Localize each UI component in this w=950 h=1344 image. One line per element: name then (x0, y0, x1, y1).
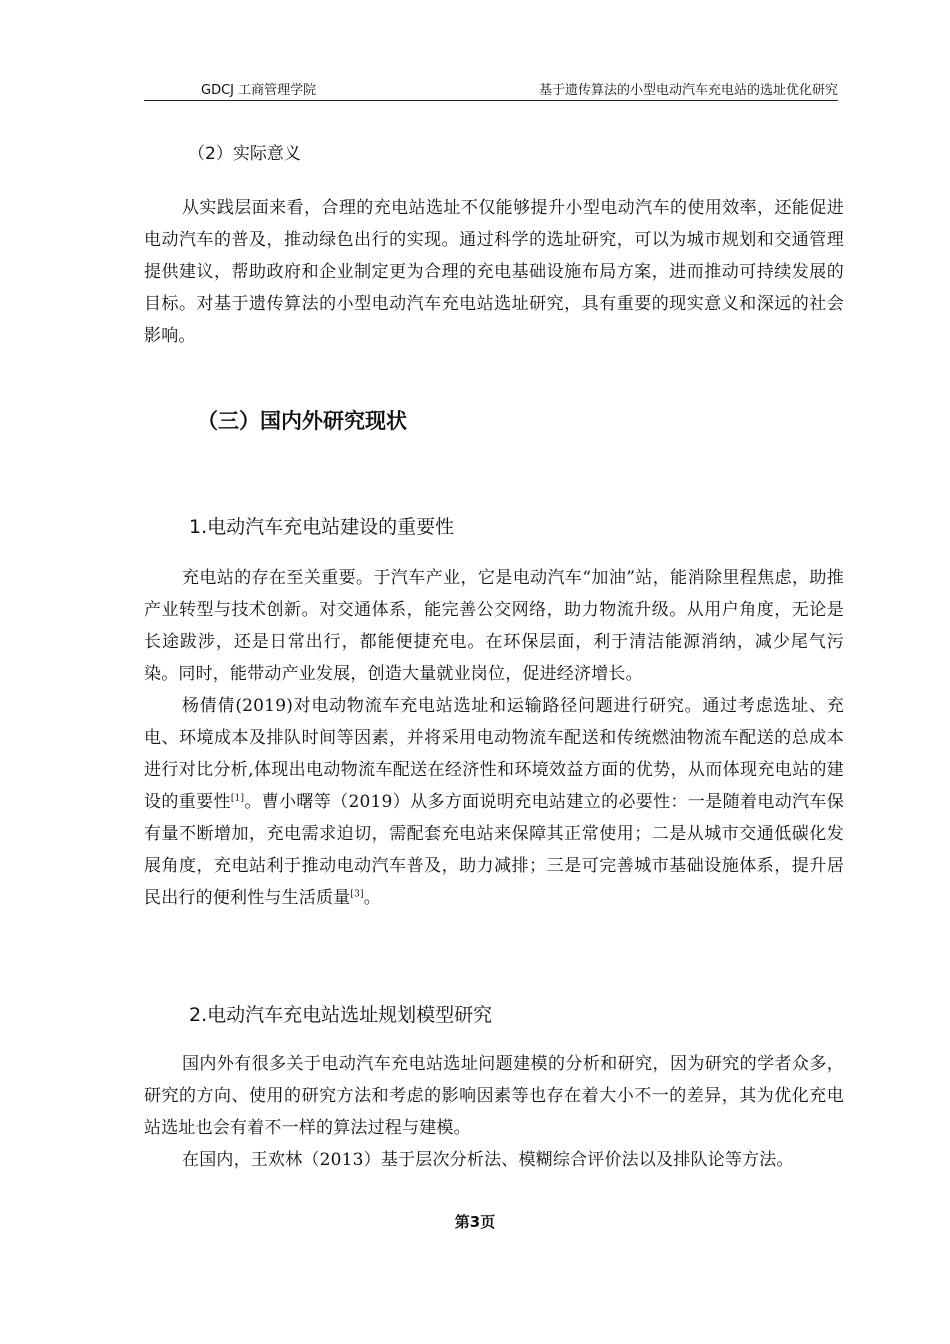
paragraph-text: 。曹小曙等（2019）从多方面说明充电站建立的必要性：一是随着电动汽车保有量不断增加，充电需求迫切，需配套充电站来保障其正常使用；二是从城市交通低碳化发展角度，充电站利于推动电动汽车普及，助力减排；三是可完善城市基础设施体系，提升居民出行的便利性与生活质量 (144, 792, 844, 908)
subsection-1-paragraph-2 (144, 690, 844, 914)
subsection-2-paragraph-2: 在国内，王欢林（2013）基于层次分析法、模糊综合评价法以及排队论等方法。 (182, 1150, 794, 1170)
subsection-2-paragraph-1: 国内外有很多关于电动汽车充电站选址问题建模的分析和研究，因为研究的学者众多，研究的方向、使用的研究方法和考虑的影响因素等也存在着大小不一的差异，其为优化充电站选址也会有着不一样的算法过程与建模。 (144, 1054, 844, 1138)
practical-paragraph: 从实践层面来看，合理的充电站选址不仅能够提升小型电动汽车的使用效率，还能促进电动汽车的普及，推动绿色出行的实现。通过科学的选址研究，可以为城市规划和交通管理提供建议，帮助政府和企业制定更为合理的充电基础设施布局方案，进而推动可持续发展的目标。对基于遗传算法的小型电动汽车充电站选址研究，具有重要的现实意义和深远的社会影响。 (144, 198, 844, 346)
subsection-2-body (144, 1048, 844, 1176)
subsection-2-heading: 2.电动汽车充电站选址规划模型研究 (189, 1004, 493, 1026)
citation-ref: [1] (230, 793, 245, 804)
header-institution: GDCJ 工商管理学院 (201, 83, 317, 98)
page-header (144, 76, 838, 101)
subsection-1-body (144, 562, 844, 914)
subsection-1-heading: 1.电动汽车充电站建设的重要性 (189, 516, 455, 538)
page-number: 第3页 (454, 1213, 496, 1231)
paragraph-text: 。 (363, 888, 381, 908)
citation-ref: [3] (350, 889, 364, 900)
practical-significance-body (144, 192, 844, 352)
research-status-heading: （三）国内外研究现状 (197, 409, 407, 433)
header-title: 基于遗传算法的小型电动汽车充电站的选址优化研究 (538, 83, 838, 98)
paragraph-text: 杨倩倩(2019)对电动物流车充电站选址和运输路径问题进行研究。通过考虑选址、充电、环境成本及排队时间等因素，并将采用电动物流车配送和传统燃油物流车配送的总成本进行对比分析,体现出电动物流车配送在经济性和环境效益方面的优势，从而体现充电站的建设的重要性 (144, 696, 844, 812)
practical-significance-heading: （2）实际意义 (188, 144, 301, 164)
subsection-1-paragraph-1: 充电站的存在至关重要。于汽车产业，它是电动汽车“加油”站，能消除里程焦虑，助推产业转型与技术创新。对交通体系，能完善公交网络，助力物流升级。从用户角度，无论是长途跋涉，还是日常出行，都能便捷充电。在环保层面，利于清洁能源消纳，减少尾气污染。同时，能带动产业发展，创造大量就业岗位，促进经济增长。 (144, 568, 844, 684)
